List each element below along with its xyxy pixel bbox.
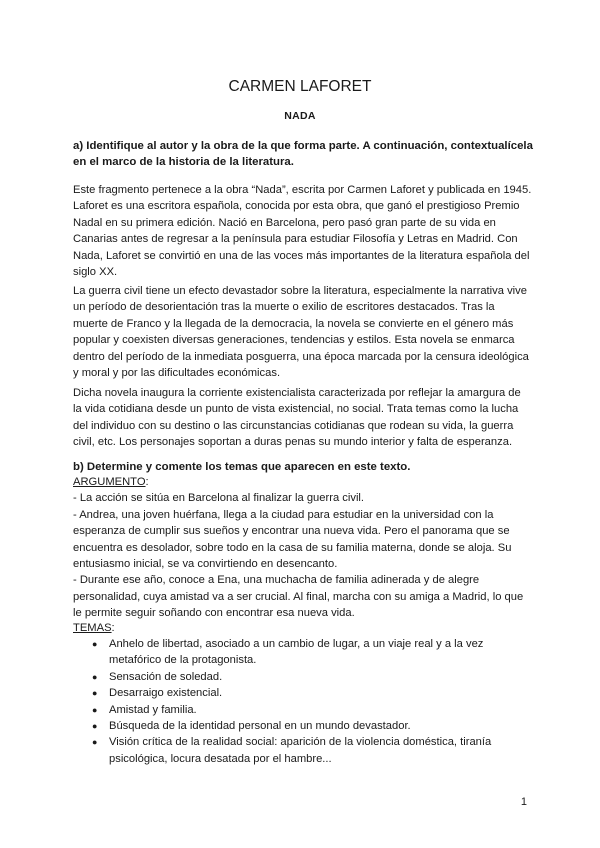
argument-line: - Andrea, una joven huérfana, llega a la ciudad para estudiar en la universidad con la (73, 508, 494, 521)
list-item: ● Búsqueda de la identidad personal en un mundo devastador. (92, 718, 532, 734)
bullet-icon: ● (92, 671, 98, 682)
argument-line: esperanza de cumplir sus sueños y encontrar una nueva vida. Pero el panorama que se (73, 525, 510, 538)
paragraph-line: Laforet es una escritora española, conocida por esta obra, que ganó el prestigioso Premio (73, 200, 520, 213)
paragraph-author (73, 182, 533, 280)
paragraph-context (73, 283, 533, 381)
list-item: ● Anhelo de libertad, asociado a un cambio de lugar, a un viaje real y a la vez metafórico de la protagonista. (92, 638, 484, 667)
question-a (73, 138, 533, 171)
argument-line: - La acción se sitúa en Barcelona al finalizar la guerra civil. (73, 492, 365, 505)
argument-line: personalidad, cuya amistad va a ser crucial. Al final, marcha con su amiga a Madrid, lo que (73, 590, 524, 603)
paragraph-line: Nada, Laforet se convirtió en una de las voces más importantes de la literatura española del (73, 249, 530, 262)
paragraph-line: Canarias antes de regresar a la península para estudiar Filosofía y Letras en Madrid. Con (73, 233, 518, 246)
paragraph-line: Dicha novela inaugura la corriente existencialista caracterizada por reflejar la amargura de (73, 387, 521, 399)
question-b (73, 459, 533, 475)
list-item: ● Desarraigo existencial. (92, 685, 532, 701)
document-title: CARMEN LAFORET (228, 78, 372, 95)
paragraph-line: siglo XX. (73, 266, 118, 279)
argument-heading (73, 474, 533, 490)
paragraph-line: del individuo con su destino o las circunstancias cotidianas que rodean su vida, la guerra (73, 419, 514, 432)
question-b-line: b) Determine y comente los temas que aparecen en este texto. (73, 461, 411, 473)
paragraph-existentialism (73, 385, 533, 451)
list-item: ● Visión crítica de la realidad social: aparición de la violencia doméstica, tiranía psicológica, locura desatada por el hambre... (92, 736, 492, 765)
argument-line: entusiasmo inicial, se va convirtiendo en desencanto. (73, 558, 338, 571)
document-subtitle: NADA (284, 110, 316, 122)
page-number: 1 (520, 796, 527, 808)
paragraph-line: La guerra civil tiene un efecto devastador sobre la literatura, especialmente la narrativa vive (73, 285, 527, 297)
argument-line: - Durante ese año, conoce a Ena, una muchacha de familia adinerada y de alegre (73, 574, 480, 587)
argument-line: le permite seguir soñando con encontrar esa nueva vida. (73, 607, 355, 620)
question-a-line: en el marco de la historia de la literatura. (73, 156, 294, 169)
paragraph-line: dentro del período de la inmediata posguerra, una época marcada por la censura ideológica (73, 350, 529, 363)
bullet-icon: ● (92, 721, 98, 732)
paragraph-line: Este fragmento pertenece a la obra “Nada”, escrita por Carmen Laforet y publicada en 1945. (73, 184, 532, 196)
argument-line: encuentra es desolador, sobre todo en la casa de su familia materna, donde se aloja. Su (73, 541, 512, 554)
paragraph-line: Nadal en su primera edición. Nació en Barcelona, pero pasó gran parte de su vida en (73, 216, 496, 229)
paragraph-line: civil, etc. Los personajes soportan a duras penas su mundo interior y falta de esperanza. (73, 436, 513, 449)
themes-heading (73, 620, 533, 636)
bullet-icon: ● (92, 639, 98, 649)
paragraph-line: y moral y por las dificultades económicas. (73, 367, 281, 380)
paragraph-line: popular y coexisten diversas generaciones, tendencias y estilos. Esta novela se enmarca (73, 334, 515, 347)
list-item: ● Sensación de soledad. (92, 669, 532, 685)
themes-list (92, 636, 532, 767)
question-a-line: a) Identifique al autor y la obra de la que forma parte. A continuación, contextualícela (73, 140, 533, 152)
paragraph-line: un período de desorientación tras la muerte o exilio de escritores destacados. Tras la (73, 301, 495, 314)
themes-colon: : (111, 622, 115, 634)
paragraph-line: muerte de Franco y la llegada de la democracia, la novela se convierte en el género más (73, 317, 514, 330)
list-item: ● Amistad y familia. (92, 702, 532, 718)
paragraph-line: la vida cotidiana desde un punto de vista existencial, no social. Trata temas como la lucha (73, 403, 519, 416)
bullet-icon: ● (92, 688, 98, 699)
bullet-icon: ● (92, 737, 98, 748)
argument-colon: : (145, 476, 149, 488)
bullet-icon: ● (92, 704, 98, 715)
argument-section (73, 474, 533, 622)
argument-label: ARGUMENTO (73, 476, 146, 488)
themes-label: TEMAS (73, 622, 112, 634)
